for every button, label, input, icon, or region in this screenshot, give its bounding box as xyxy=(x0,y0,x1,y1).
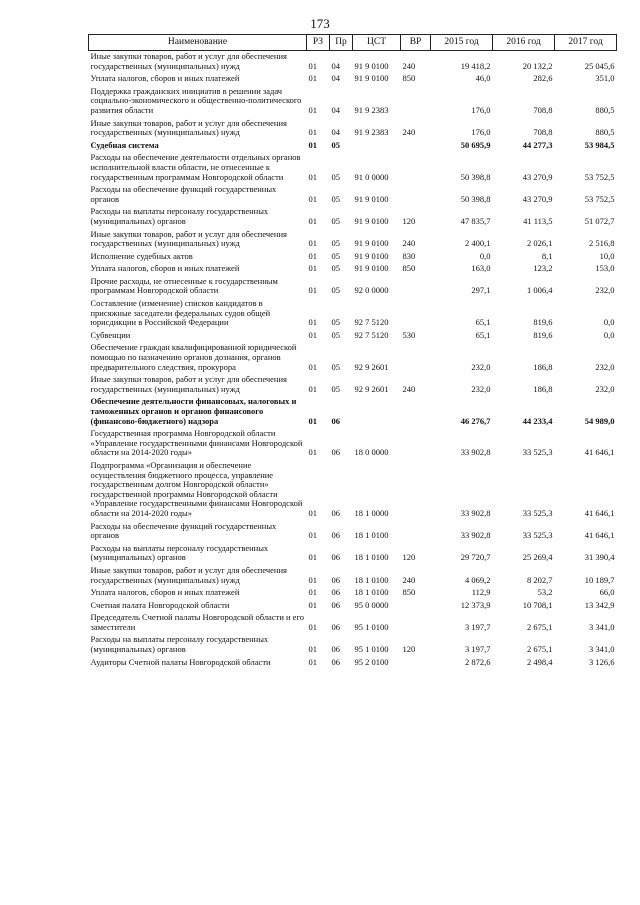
row-cst: 91 0 0000 xyxy=(354,171,389,182)
row-value-2016: 53,2 xyxy=(537,587,553,598)
row-value-2017: 880,5 xyxy=(595,127,615,138)
row-name: Аудиторы Счетной палаты Новгородской области xyxy=(90,656,271,667)
row-vr xyxy=(401,657,431,670)
row-value-2015: 33 902,8 xyxy=(460,447,491,458)
row-value-2016: 8,1 xyxy=(541,250,553,261)
table-row xyxy=(89,565,617,587)
row-vr xyxy=(401,396,431,428)
row-cst: 91 9 0100 xyxy=(354,250,389,261)
row-cst: 91 9 0100 xyxy=(354,215,389,226)
table-row xyxy=(89,140,617,153)
row-name: Расходы на обеспечение функций государственных органов xyxy=(90,184,277,204)
table-row xyxy=(89,543,617,565)
row-cst: 91 9 0100 xyxy=(354,263,389,274)
row-value-2017: 53 752,5 xyxy=(584,193,615,204)
row-value-2015: 3 197,7 xyxy=(465,621,491,632)
row-pr: 05 xyxy=(331,215,340,226)
row-vr xyxy=(401,140,431,153)
row-value-2015: 112,9 xyxy=(471,587,491,598)
row-pr: 05 xyxy=(331,238,340,249)
row-value-2015: 12 373,9 xyxy=(460,599,491,610)
row-rz: 01 xyxy=(308,317,317,328)
row-pr: 05 xyxy=(331,329,340,340)
table-row xyxy=(89,342,617,374)
row-rz: 01 xyxy=(308,60,317,71)
row-name: Иные закупки товаров, работ и услуг для обеспечения государственных (муниципальных) нужд xyxy=(90,374,287,394)
row-value-2016: 2 498,4 xyxy=(527,656,553,667)
row-cst xyxy=(353,396,401,428)
row-value-2015: 46 276,7 xyxy=(460,415,491,426)
row-vr: 120 xyxy=(402,552,416,563)
table-row xyxy=(89,396,617,428)
table-row xyxy=(89,251,617,264)
row-value-2016: 186,8 xyxy=(533,383,553,394)
table-row xyxy=(89,634,617,656)
budget-table xyxy=(88,34,617,669)
row-value-2015: 4 069,2 xyxy=(465,574,491,585)
row-cst: 91 9 0100 xyxy=(354,238,389,249)
row-value-2017: 10 189,7 xyxy=(584,574,615,585)
table-row xyxy=(89,229,617,251)
row-cst: 91 9 0100 xyxy=(354,60,389,71)
row-value-2016: 25 269,4 xyxy=(522,552,553,563)
row-cst xyxy=(353,140,401,153)
row-name: Составление (изменение) списков кандидатов в присяжные заседатели федеральных судов общей юрисдикции в Российской Федерации xyxy=(90,298,271,328)
row-value-2015: 2 400,1 xyxy=(465,238,491,249)
row-value-2016: 43 270,9 xyxy=(522,171,553,182)
row-value-2015: 29 720,7 xyxy=(460,552,491,563)
row-pr: 04 xyxy=(331,73,340,84)
row-vr xyxy=(401,184,431,206)
row-rz: 01 xyxy=(308,250,317,261)
row-rz: 01 xyxy=(308,587,317,598)
row-pr: 06 xyxy=(331,552,340,563)
row-value-2017: 880,5 xyxy=(595,104,615,115)
table-row xyxy=(89,657,617,670)
row-name: Обеспечение граждан квалифицированной юридической помощью по назначению органов дознания, органов предварительного следствия, прокурора xyxy=(90,342,297,372)
row-value-2017: 153,0 xyxy=(595,263,615,274)
table-row xyxy=(89,298,617,330)
row-rz: 01 xyxy=(308,73,317,84)
table-body xyxy=(89,51,617,670)
row-value-2016: 44 277,3 xyxy=(522,139,553,150)
row-pr: 06 xyxy=(331,621,340,632)
row-vr: 240 xyxy=(402,60,416,71)
row-value-2016: 33 525,3 xyxy=(522,530,553,541)
row-name: Иные закупки товаров, работ и услуг для обеспечения государственных (муниципальных) нужд xyxy=(90,228,287,249)
row-value-2017: 41 646,1 xyxy=(584,447,615,458)
row-value-2015: 176,0 xyxy=(471,127,491,138)
row-pr: 04 xyxy=(331,127,340,138)
table-row xyxy=(89,73,617,86)
row-name: Расходы на обеспечение деятельности отдельных органов исполнительной власти области, не отнесенные к государственным программам Новгородской области xyxy=(90,152,301,182)
row-value-2017: 232,0 xyxy=(595,361,615,372)
row-name: Расходы на выплаты персоналу государственных (муниципальных) органов xyxy=(90,542,269,563)
table-row xyxy=(89,184,617,206)
table-row xyxy=(89,152,617,184)
row-rz: 01 xyxy=(308,599,317,610)
row-value-2016: 282,6 xyxy=(533,73,553,84)
row-rz: 01 xyxy=(308,139,317,150)
row-rz: 01 xyxy=(308,171,317,182)
table-row xyxy=(89,460,617,521)
table-header-row xyxy=(89,35,617,51)
row-rz: 01 xyxy=(308,285,317,296)
row-value-2017: 0,0 xyxy=(603,317,615,328)
row-cst: 91 9 2383 xyxy=(354,104,389,115)
row-value-2016: 44 233,4 xyxy=(522,415,553,426)
header-name: Наименование xyxy=(89,35,307,51)
table-row xyxy=(89,86,617,118)
row-vr xyxy=(401,276,431,298)
row-name: Уплата налогов, сборов и иных платежей xyxy=(90,73,240,84)
row-vr: 240 xyxy=(402,383,416,394)
row-rz: 01 xyxy=(308,193,317,204)
row-cst: 92 9 2601 xyxy=(354,383,389,394)
row-value-2015: 47 835,7 xyxy=(460,215,491,226)
header-2015: 2015 год xyxy=(431,35,493,51)
row-pr: 05 xyxy=(331,285,340,296)
row-rz: 01 xyxy=(308,644,317,655)
row-value-2015: 2 872,6 xyxy=(465,656,491,667)
row-pr: 05 xyxy=(331,171,340,182)
row-vr xyxy=(401,298,431,330)
row-value-2017: 10,0 xyxy=(599,250,615,261)
row-vr xyxy=(401,612,431,634)
row-value-2016: 43 270,9 xyxy=(522,193,553,204)
row-cst: 95 1 0100 xyxy=(354,621,389,632)
row-value-2017: 31 390,4 xyxy=(584,552,615,563)
row-cst: 18 1 0100 xyxy=(354,552,389,563)
row-pr: 04 xyxy=(331,60,340,71)
row-value-2015: 33 902,8 xyxy=(460,530,491,541)
table-row xyxy=(89,330,617,343)
row-cst: 91 9 2383 xyxy=(354,127,389,138)
table-row xyxy=(89,587,617,600)
row-value-2017: 66,0 xyxy=(599,587,615,598)
row-cst: 95 1 0100 xyxy=(354,644,389,655)
row-cst: 18 1 0100 xyxy=(354,587,389,598)
row-vr xyxy=(401,521,431,543)
row-value-2015: 65,1 xyxy=(475,329,491,340)
row-value-2016: 819,6 xyxy=(533,317,553,328)
row-rz: 01 xyxy=(308,552,317,563)
row-value-2017: 351,0 xyxy=(595,73,615,84)
row-name: Поддержка гражданских инициатив в решении задач социально-экономического и общественно-политического развития области xyxy=(90,85,302,115)
row-value-2016: 33 525,3 xyxy=(522,447,553,458)
header-2016: 2016 год xyxy=(493,35,555,51)
row-name: Иные закупки товаров, работ и услуг для обеспечения государственных (муниципальных) нужд xyxy=(90,564,287,585)
header-rz: РЗ xyxy=(307,35,330,51)
row-rz: 01 xyxy=(308,127,317,138)
row-value-2016: 708,8 xyxy=(533,104,553,115)
table-row xyxy=(89,263,617,276)
row-name: Исполнение судебных актов xyxy=(90,250,193,261)
row-name: Председатель Счетной палаты Новгородской области и его заместители xyxy=(90,612,304,632)
row-vr: 240 xyxy=(402,238,416,249)
row-value-2015: 0,0 xyxy=(479,250,491,261)
row-cst: 95 2 0100 xyxy=(354,656,389,667)
row-value-2017: 53 752,5 xyxy=(584,171,615,182)
row-value-2015: 33 902,8 xyxy=(460,507,491,518)
row-pr: 05 xyxy=(331,383,340,394)
row-value-2016: 2 026,1 xyxy=(527,238,553,249)
row-rz: 01 xyxy=(308,238,317,249)
row-rz: 01 xyxy=(308,215,317,226)
row-name: Расходы на выплаты персоналу государственных (муниципальных) органов xyxy=(90,634,269,655)
row-rz: 01 xyxy=(308,574,317,585)
row-value-2016: 8 202,7 xyxy=(527,574,553,585)
row-vr xyxy=(401,152,431,184)
row-pr: 06 xyxy=(331,507,340,518)
row-cst: 18 1 0100 xyxy=(354,530,389,541)
row-value-2016: 186,8 xyxy=(533,361,553,372)
row-value-2015: 19 418,2 xyxy=(460,60,491,71)
row-value-2017: 53 984,5 xyxy=(584,139,615,150)
row-vr xyxy=(401,86,431,118)
row-value-2016: 41 113,5 xyxy=(523,215,553,226)
row-value-2016: 819,6 xyxy=(533,329,553,340)
row-cst: 18 0 0000 xyxy=(354,447,389,458)
row-rz: 01 xyxy=(308,415,317,426)
row-value-2017: 54 989,0 xyxy=(584,415,615,426)
row-vr: 120 xyxy=(402,215,416,226)
row-name: Подпрограмма «Организация и обеспечение осуществления бюджетного процесса, управление государственным долгом Новгородской области» государственной программы Новгородской области «Управление государственными финансами Новгородской области на 2014-2020 годы» xyxy=(90,459,303,518)
table-row xyxy=(89,118,617,140)
row-value-2015: 163,0 xyxy=(471,263,491,274)
row-pr: 05 xyxy=(331,250,340,261)
row-value-2015: 50 695,9 xyxy=(460,139,491,150)
row-value-2015: 176,0 xyxy=(471,104,491,115)
row-value-2016: 1 006,4 xyxy=(527,285,553,296)
header-pr: Пр xyxy=(330,35,353,51)
row-cst: 95 0 0000 xyxy=(354,599,389,610)
row-pr: 05 xyxy=(331,317,340,328)
row-value-2017: 41 646,1 xyxy=(584,507,615,518)
row-cst: 18 1 0000 xyxy=(354,507,389,518)
table-row xyxy=(89,374,617,396)
row-rz: 01 xyxy=(308,656,317,667)
row-value-2017: 3 341,0 xyxy=(589,621,615,632)
row-vr: 240 xyxy=(402,127,416,138)
row-rz: 01 xyxy=(308,507,317,518)
row-value-2016: 708,8 xyxy=(533,127,553,138)
row-vr: 120 xyxy=(402,644,416,655)
row-vr xyxy=(401,460,431,521)
table-row xyxy=(89,612,617,634)
row-cst: 91 9 0100 xyxy=(354,193,389,204)
row-value-2015: 65,1 xyxy=(475,317,491,328)
row-value-2015: 46,0 xyxy=(475,73,491,84)
row-name: Обеспечение деятельности финансовых, налоговых и таможенных органов и органов финансового (финансово-бюджетного) надзора xyxy=(90,396,297,426)
row-pr: 05 xyxy=(331,139,340,150)
header-vr: ВР xyxy=(401,35,431,51)
row-vr: 850 xyxy=(402,587,416,598)
page-number: 173 xyxy=(310,16,330,31)
row-value-2017: 232,0 xyxy=(595,383,615,394)
row-cst: 18 1 0100 xyxy=(354,574,389,585)
row-name: Государственная программа Новгородской области «Управление государственными финансами Новгородской области на 2014-2020 годы» xyxy=(90,428,303,458)
row-pr: 06 xyxy=(331,574,340,585)
table-row xyxy=(89,51,617,74)
table-row xyxy=(89,276,617,298)
row-name: Иные закупки товаров, работ и услуг для обеспечения государственных (муниципальных) нужд xyxy=(90,117,287,138)
row-value-2017: 2 516,8 xyxy=(589,238,615,249)
row-value-2017: 3 341,0 xyxy=(589,644,615,655)
row-vr: 850 xyxy=(402,73,416,84)
row-pr: 06 xyxy=(331,587,340,598)
row-value-2017: 41 646,1 xyxy=(584,530,615,541)
row-name: Судебная система xyxy=(90,139,159,150)
table-row xyxy=(89,600,617,613)
row-name: Расходы на обеспечение функций государственных органов xyxy=(90,520,277,541)
row-value-2017: 3 126,6 xyxy=(589,656,615,667)
row-rz: 01 xyxy=(308,263,317,274)
row-pr: 06 xyxy=(331,599,340,610)
row-value-2015: 3 197,7 xyxy=(465,644,491,655)
row-pr: 05 xyxy=(331,263,340,274)
row-name: Уплата налогов, сборов и иных платежей xyxy=(90,587,240,598)
row-value-2015: 50 398,8 xyxy=(460,193,491,204)
row-cst: 92 7 5120 xyxy=(354,329,389,340)
row-value-2016: 2 675,1 xyxy=(527,644,553,655)
row-cst: 92 7 5120 xyxy=(354,317,389,328)
row-vr: 530 xyxy=(402,329,416,340)
row-value-2015: 50 398,8 xyxy=(460,171,491,182)
header-cst: ЦСТ xyxy=(353,35,401,51)
row-vr: 850 xyxy=(402,263,416,274)
row-value-2017: 51 072,7 xyxy=(584,215,615,226)
row-value-2017: 0,0 xyxy=(603,329,615,340)
row-value-2017: 13 342,9 xyxy=(584,599,615,610)
row-rz: 01 xyxy=(308,361,317,372)
row-pr: 06 xyxy=(331,644,340,655)
row-pr: 05 xyxy=(331,361,340,372)
row-rz: 01 xyxy=(308,329,317,340)
row-value-2016: 123,2 xyxy=(533,263,553,274)
row-rz: 01 xyxy=(308,447,317,458)
row-value-2017: 25 045,6 xyxy=(584,60,615,71)
row-rz: 01 xyxy=(308,104,317,115)
row-value-2016: 10 708,1 xyxy=(522,599,553,610)
row-name: Счетная палата Новгородской области xyxy=(90,599,230,610)
row-vr: 240 xyxy=(402,574,416,585)
row-cst: 92 9 2601 xyxy=(354,361,389,372)
row-pr: 06 xyxy=(331,415,340,426)
header-2017: 2017 год xyxy=(555,35,617,51)
row-value-2016: 20 132,2 xyxy=(522,60,553,71)
row-vr xyxy=(401,600,431,613)
row-pr: 06 xyxy=(331,447,340,458)
table-row xyxy=(89,521,617,543)
row-rz: 01 xyxy=(308,383,317,394)
row-vr xyxy=(401,342,431,374)
row-rz: 01 xyxy=(308,530,317,541)
row-name: Прочие расходы, не отнесенные к государственным программам Новгородской области xyxy=(90,275,278,296)
row-rz: 01 xyxy=(308,621,317,632)
row-pr: 06 xyxy=(331,656,340,667)
row-vr xyxy=(401,428,431,460)
row-name: Расходы на выплаты персоналу государственных (муниципальных) органов xyxy=(90,206,269,226)
row-vr: 830 xyxy=(402,250,416,261)
row-pr: 05 xyxy=(331,193,340,204)
table-row xyxy=(89,428,617,460)
row-cst: 92 0 0000 xyxy=(354,285,389,296)
row-cst: 91 9 0100 xyxy=(354,73,389,84)
row-name: Иные закупки товаров, работ и услуг для обеспечения государственных (муниципальных) нужд xyxy=(90,51,287,71)
row-value-2016: 2 675,1 xyxy=(527,621,553,632)
row-pr: 06 xyxy=(331,530,340,541)
row-name: Субвенции xyxy=(90,329,131,340)
row-name: Уплата налогов, сборов и иных платежей xyxy=(90,263,240,274)
row-pr: 04 xyxy=(331,104,340,115)
row-value-2015: 297,1 xyxy=(471,285,491,296)
row-value-2017: 232,0 xyxy=(595,285,615,296)
table-row xyxy=(89,206,617,228)
row-value-2015: 232,0 xyxy=(471,383,491,394)
row-value-2016: 33 525,3 xyxy=(522,507,553,518)
row-value-2015: 232,0 xyxy=(471,361,491,372)
